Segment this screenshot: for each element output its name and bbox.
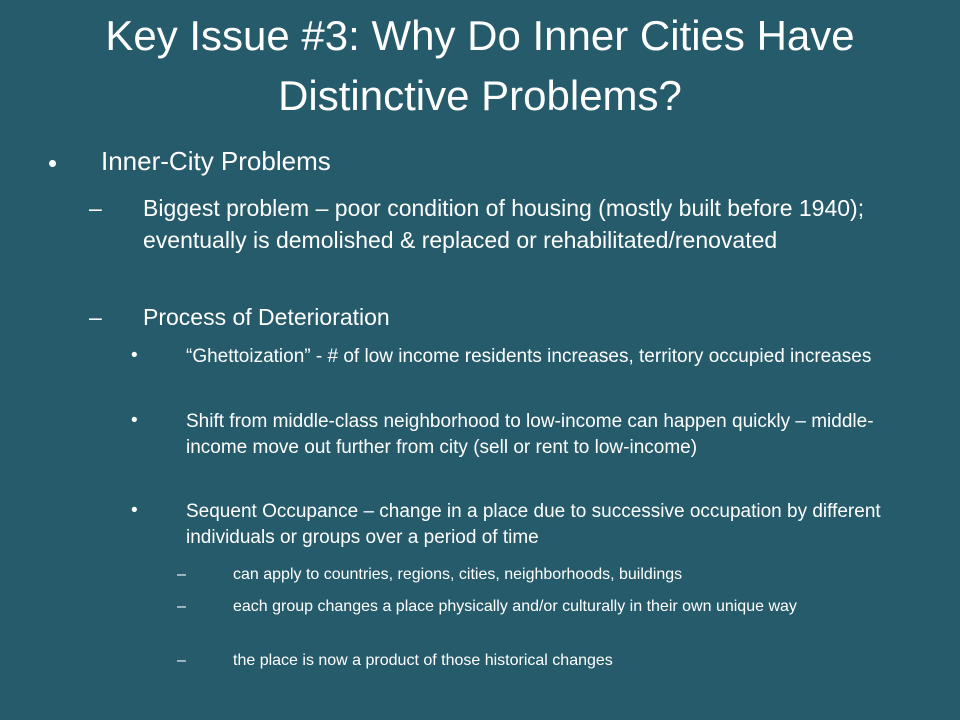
- bullet-marker: •: [131, 500, 138, 521]
- bullet-marker: •: [48, 148, 58, 178]
- detail-historical-changes: the place is now a product of those historical changes: [233, 652, 613, 669]
- slide-title: [30, 6, 930, 126]
- dash-marker: –: [177, 598, 186, 615]
- point-ghettoization: “Ghettoization” - # of low income residents increases, territory occupied increases: [186, 346, 872, 367]
- detail-apply-to-places: can apply to countries, regions, cities, neighborhoods, buildings: [233, 566, 683, 583]
- dash-marker: –: [89, 195, 102, 221]
- point-sequent-occupance: Sequent Occupance – change in a place due to successive occupation by different individuals or groups over a period of time: [186, 501, 881, 548]
- bullet-marker: •: [131, 410, 138, 431]
- dash-marker: –: [177, 566, 186, 583]
- subbullet-process-of-deterioration: Process of Deterioration: [143, 304, 390, 330]
- dash-marker: –: [177, 652, 186, 669]
- detail-group-changes-place: each group changes a place physically and/or culturally in their own unique way: [233, 598, 797, 615]
- bullet-marker: •: [131, 345, 138, 366]
- subbullet-biggest-problem: Biggest problem – poor condition of housing (mostly built before 1940); eventually is demolished & replaced or rehabilitated/renovated: [143, 195, 865, 253]
- bullet-inner-city-problems: Inner-City Problems: [101, 146, 331, 176]
- point-shift-middle-class: Shift from middle-class neighborhood to low-income can happen quickly – middle-income move out further from city (sell or rent to low-income): [186, 411, 874, 458]
- dash-marker: –: [89, 304, 102, 330]
- slide-title-line-2: Distinctive Problems?: [278, 72, 682, 119]
- slide-title-line-1: Key Issue #3: Why Do Inner Cities Have: [105, 12, 855, 59]
